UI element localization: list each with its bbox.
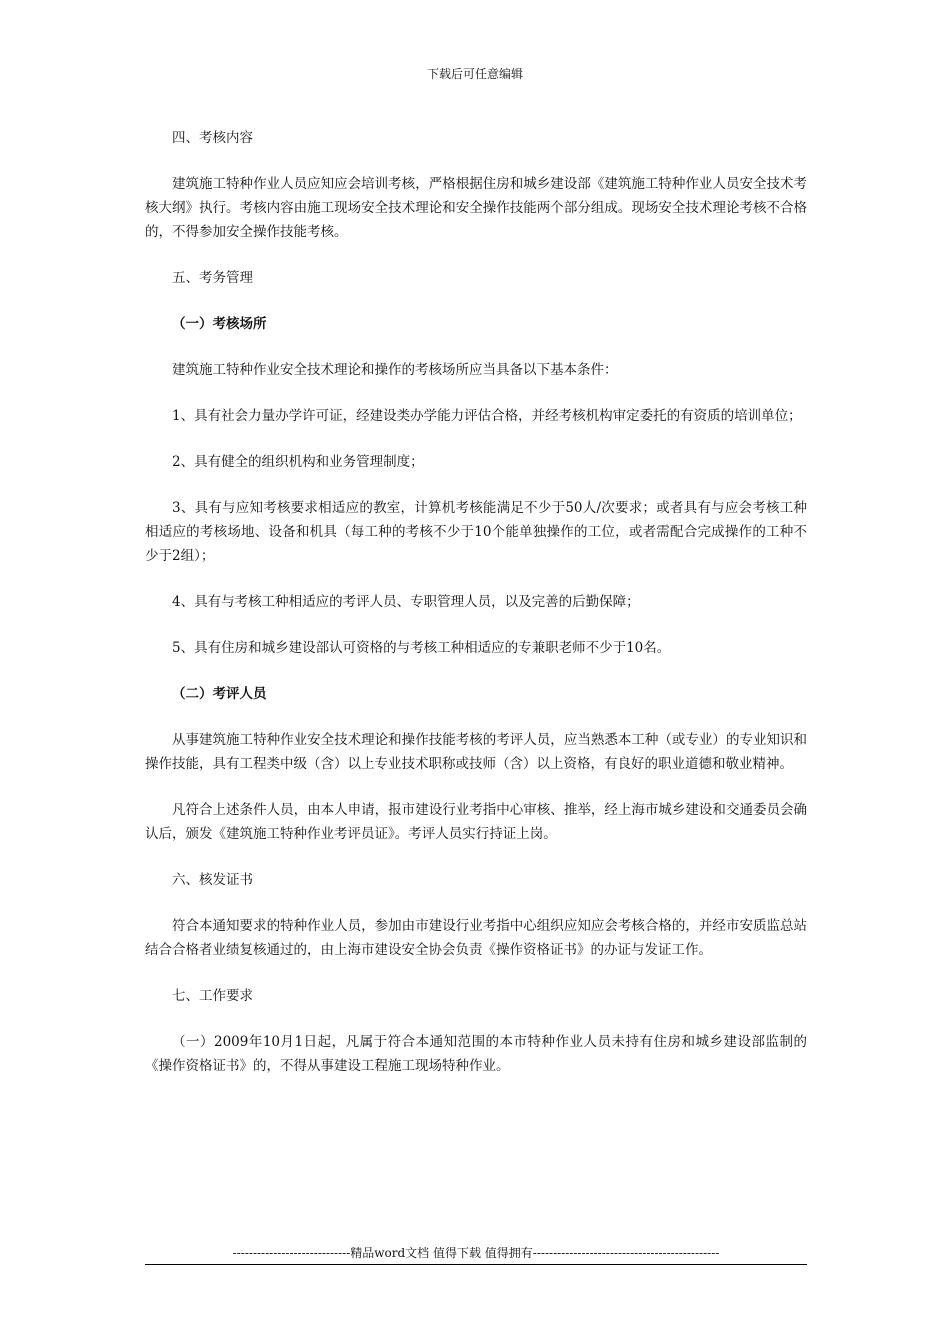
- list-item-4: 4、具有与考核工种相适应的考评人员、专职管理人员，以及完善的后勤保障；: [172, 594, 640, 610]
- page-footer: -----------------------------精品word文档 值得下载 值得拥有----------------------------------------------: [232, 1246, 720, 1260]
- list-item-5: 5、具有住房和城乡建设部认可资格的与考核工种相适应的专兼职老师不少于10名。: [172, 640, 671, 656]
- document-body: [145, 126, 807, 1100]
- paragraph: 符合本通知要求的特种作业人员，参加由市建设行业考指中心组织应知应会考核合格的，并经市安质监总站结合合格者业绩复核通过的，由上海市建设安全协会负责《操作资格证书》的办证与发证工作。: [145, 918, 807, 958]
- paragraph: 建筑施工特种作业安全技术理论和操作的考核场所应当具备以下基本条件：: [172, 362, 618, 378]
- page-header: 下载后可任意编辑: [426, 67, 523, 81]
- section-heading-4: 四、考核内容: [172, 130, 253, 146]
- paragraph: 建筑施工特种作业人员应知应会培训考核，严格根据住房和城乡建设部《建筑施工特种作业人员安全技术考核大纲》执行。考核内容由施工现场安全技术理论和安全操作技能两个部分组成。现场安全技术理论考核不合格的，不得参加安全操作技能考核。: [145, 176, 807, 240]
- paragraph: 从事建筑施工特种作业安全技术理论和操作技能考核的考评人员，应当熟悉本工种（或专业）的专业知识和操作技能，具有工程类中级（含）以上专业技术职称或技师（含）以上资格，有良好的职业道德和敬业精神。: [145, 732, 807, 772]
- subsection-heading-venue: （一）考核场所: [172, 316, 267, 332]
- footer-divider: [145, 1264, 807, 1265]
- section-heading-7: 七、工作要求: [172, 988, 253, 1004]
- section-heading-5: 五、考务管理: [172, 270, 253, 286]
- subsection-heading-examiners: （二）考评人员: [172, 686, 267, 702]
- list-item-3: 3、具有与应知考核要求相适应的教室，计算机考核能满足不少于50人/次要求；或者具有与应会考核工种相适应的考核场地、设备和机具（每工种的考核不少于10个能单独操作的工位，或者需配合完成操作的工种不少于2组）；: [145, 500, 807, 564]
- paragraph: 凡符合上述条件人员，由本人申请，报市建设行业考指中心审核、推举，经上海市城乡建设和交通委员会确认后，颁发《建筑施工特种作业考评员证》。考评人员实行持证上岗。: [145, 802, 807, 842]
- list-item-2: 2、具有健全的组织机构和业务管理制度；: [172, 454, 424, 470]
- list-item-1: 1、具有社会力量办学许可证，经建设类办学能力评估合格，并经考核机构审定委托的有资质的培训单位；: [172, 408, 802, 424]
- section-heading-6: 六、核发证书: [172, 872, 253, 888]
- paragraph: （一）2009年10月1日起，凡属于符合本通知范围的本市特种作业人员未持有住房和城乡建设部监制的《操作资格证书》的，不得从事建设工程施工现场特种作业。: [145, 1034, 807, 1074]
